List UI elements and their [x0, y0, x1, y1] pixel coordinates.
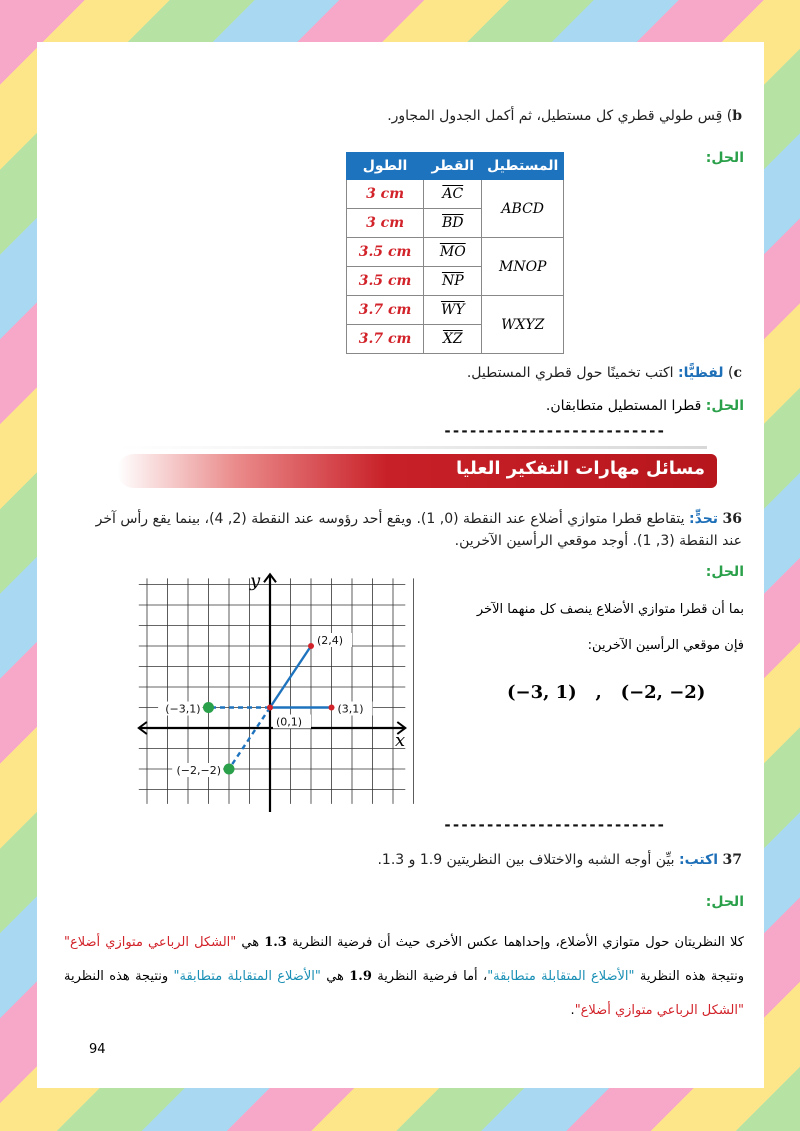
q37-text: بيِّن أوجه الشبه والاختلاف بين النظريتين 1.9 و 1.3. [377, 852, 675, 868]
table-row [347, 180, 564, 209]
page [37, 42, 764, 1088]
table-cell-rect: WXYZ [482, 296, 564, 354]
point-label: (−2,−2) [176, 764, 221, 777]
q37-quote4: "الشكل الرباعي متوازي أضلاع" [574, 1003, 744, 1018]
section-banner [117, 454, 717, 488]
solution-label-c: الحل: [705, 398, 744, 414]
q37-quote2: "الأضلاع المتقابلة متطابقة" [487, 969, 635, 984]
table-cell-len: 3.7 cm [347, 296, 424, 325]
graph-point [203, 702, 214, 713]
x-axis-label: x [395, 730, 406, 751]
part-c-question: c) لفظيًّا: اكتب تخمينًا حول قطري المستطيل. [466, 365, 742, 381]
diagonals-table [346, 152, 564, 354]
table-cell-diag: BD [424, 209, 482, 238]
q37-answer-p1: كلا النظريتان حول متوازي الأضلاع، وإحداهما عكس الأخرى حيث أن فرضية النظرية [291, 935, 744, 950]
q36-answer-line-1: بما أن قطرا متوازي الأضلاع ينصف كل منهما الآخر [476, 602, 744, 617]
q36-question [82, 508, 742, 552]
part-c-text: اكتب تخمينًا حول قطري المستطيل. [466, 365, 674, 381]
q36-text: يتقاطع قطرا متوازي أضلاع عند النقطة (0, 1). ويقع أحد رؤوسه عند النقطة (2, 4)، بينما يقع رأس آخر عند النقطة (3, 1). أوجد موقعي الرأسين الآخرين. [95, 511, 742, 549]
table-header-len: الطول [347, 153, 424, 180]
point-label: (0,1) [276, 715, 303, 729]
solution-label-37: الحل: [705, 894, 744, 910]
section-title: مسائل مهارات التفكير العليا [455, 458, 705, 479]
q37-quote3: "الأضلاع المتقابلة متطابقة" [173, 969, 321, 984]
q37-answer-p4: ، أما فرضية النظرية [377, 969, 488, 984]
q37-question [82, 852, 742, 868]
table-cell-len: 3 cm [347, 209, 424, 238]
q37-number: 37 [722, 852, 742, 868]
q37-answer-p3: ونتيجة هذه النظرية [639, 969, 745, 984]
point-label: (−3,1) [165, 702, 201, 716]
q37-answer-end: . [570, 1003, 575, 1018]
q37-answer-p6: ونتيجة هذه النظرية [64, 969, 169, 984]
q36-result: (−3, 1) , (−2, −2) [507, 682, 706, 703]
part-b-label: b [732, 108, 742, 124]
solution-label-b: الحل: [705, 150, 744, 166]
divider-2: -------------------------- [443, 816, 665, 834]
coordinate-graph [129, 572, 419, 812]
q37-thm2: 1.9 [349, 969, 372, 984]
table-cell-diag: WY [424, 296, 482, 325]
q37-quote1: "الشكل الرباعي متوازي أضلاع" [64, 935, 237, 950]
part-c-label: c [733, 365, 742, 381]
part-c-answer-text: قطرا المستطيل متطابقان. [545, 398, 702, 414]
graph-point [267, 705, 273, 711]
q37-answer-p2: هي [241, 935, 260, 950]
point-label: (2,4) [317, 634, 344, 647]
table-cell-rect: MNOP [482, 238, 564, 296]
graph-point [329, 705, 335, 711]
table-cell-len: 3.5 cm [347, 267, 424, 296]
q37-answer-p5: هي [326, 969, 344, 984]
table-header-diag: القطر [424, 153, 482, 180]
table-cell-len: 3.5 cm [347, 238, 424, 267]
graph-points [158, 633, 372, 777]
graph-point [308, 643, 314, 649]
q37-thm1: 1.3 [264, 935, 287, 950]
q36-number: 36 [722, 511, 742, 527]
part-c-answer [546, 398, 744, 414]
y-axis-label: y [250, 572, 261, 592]
table-cell-rect: ABCD [482, 180, 564, 238]
divider-1: -------------------------- [443, 422, 665, 440]
table-cell-diag: AC [424, 180, 482, 209]
table-row [347, 296, 564, 325]
table-cell-diag: NP [424, 267, 482, 296]
table-cell-len: 3 cm [347, 180, 424, 209]
table-cell-len: 3.7 cm [347, 325, 424, 354]
q36-answer-line-2: فإن موقعي الرأسين الآخرين: [587, 638, 744, 653]
part-c-title: لفظيًّا: [678, 365, 724, 381]
table-cell-diag: MO [424, 238, 482, 267]
part-b-question: b) قِس طولي قطري كل مستطيل، ثم أكمل الجدول المجاور. [387, 108, 742, 124]
point-label: (3,1) [337, 702, 364, 716]
table-header-row [347, 153, 564, 180]
table-cell-diag: XZ [424, 325, 482, 354]
page-number: 94 [89, 1042, 106, 1057]
table-header-rect: المستطيل [482, 153, 564, 180]
q37-title: اكتب: [678, 852, 719, 868]
solution-label-36: الحل: [705, 564, 744, 580]
q36-title: تحدٍّ: [689, 511, 719, 527]
part-b-text: قِس طولي قطري كل مستطيل، ثم أكمل الجدول المجاور. [387, 108, 723, 124]
graph-point [224, 764, 235, 775]
banner-shadow [117, 446, 707, 449]
q37-answer [64, 926, 744, 1028]
table-row [347, 238, 564, 267]
